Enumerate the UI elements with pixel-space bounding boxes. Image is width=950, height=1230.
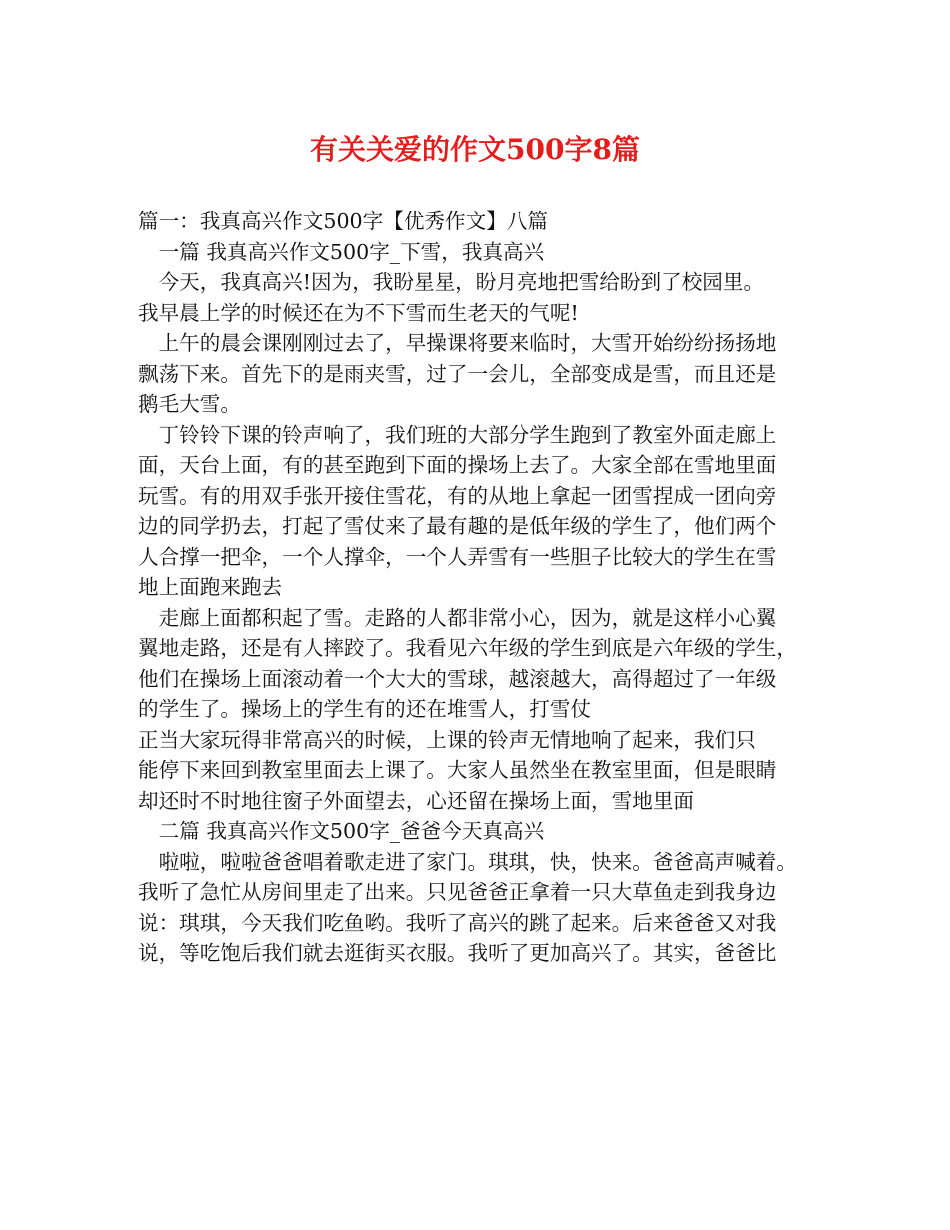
text-line: 我早晨上学的时候还在为不下雪而生老天的气呢!	[138, 300, 579, 325]
text-line: 一篇 我真高兴作文500字_下雪，我真高兴	[138, 239, 545, 264]
text-line: 走廊上面都积起了雪。走路的人都非常小心，因为，就是这样小心翼	[138, 605, 777, 630]
document-title: 有关关爱的作文500字8篇	[310, 133, 640, 166]
text-line: 说，等吃饱后我们就去逛街买衣服。我听了更加高兴了。其实，爸爸比	[138, 941, 777, 965]
text-line: 却还时不时地往窗子外面望去，心还留在操场上面，雪地里面	[138, 788, 695, 813]
text-line: 边的同学扔去，打起了雪仗来了最有趣的是低年级的学生了，他们两个	[138, 514, 777, 538]
document-body	[138, 206, 818, 969]
text-line: 我听了急忙从房间里走了出来。只见爸爸正拿着一只大草鱼走到我身边	[138, 880, 777, 904]
text-line: 篇一：我真高兴作文500字【优秀作文】八篇	[138, 209, 548, 233]
text-line: 玩雪。有的用双手张开接住雪花，有的从地上拿起一团雪捏成一团向旁	[138, 483, 777, 508]
text-line: 的学生了。操场上的学生有的还在堆雪人，打雪仗	[138, 697, 592, 721]
text-line: 他们在操场上面滚动着一个大大的雪球，越滚越大，高得超过了一年级	[138, 666, 777, 691]
text-line: 鹅毛大雪。	[138, 392, 241, 416]
text-line: 人合撑一把伞，一个人撑伞，一个人弄雪有一些胆子比较大的学生在雪	[138, 544, 777, 569]
text-line: 正当大家玩得非常高兴的时候，上课的铃声无情地响了起来，我们只	[138, 727, 756, 752]
text-line: 说：琪琪，今天我们吃鱼哟。我听了高兴的跳了起来。后来爸爸又对我	[138, 910, 777, 935]
text-line: 地上面跑来跑去	[138, 575, 283, 599]
text-line: 啦啦，啦啦爸爸唱着歌走进了家门。琪琪，快，快来。爸爸高声喊着。	[138, 849, 797, 874]
text-line: 能停下来回到教室里面去上课了。大家人虽然坐在教室里面，但是眼睛	[138, 758, 777, 782]
text-line: 飘荡下来。首先下的是雨夹雪，过了一会儿，全部变成是雪，而且还是	[138, 361, 777, 386]
text-line: 二篇 我真高兴作文500字_爸爸今天真高兴	[138, 819, 545, 843]
text-line: 丁铃铃下课的铃声响了，我们班的大部分学生跑到了教室外面走廊上	[138, 422, 777, 447]
text-line: 上午的晨会课刚刚过去了，早操课将要来临时，大雪开始纷纷扬扬地	[138, 331, 777, 355]
text-line: 面，天台上面，有的甚至跑到下面的操场上去了。大家全部在雪地里面	[138, 453, 777, 477]
text-line: 翼地走路，还是有人摔跤了。我看见六年级的学生到底是六年级的学生，	[138, 636, 797, 660]
text-line: 今天，我真高兴!因为，我盼星星，盼月亮地把雪给盼到了校园里。	[138, 270, 765, 294]
